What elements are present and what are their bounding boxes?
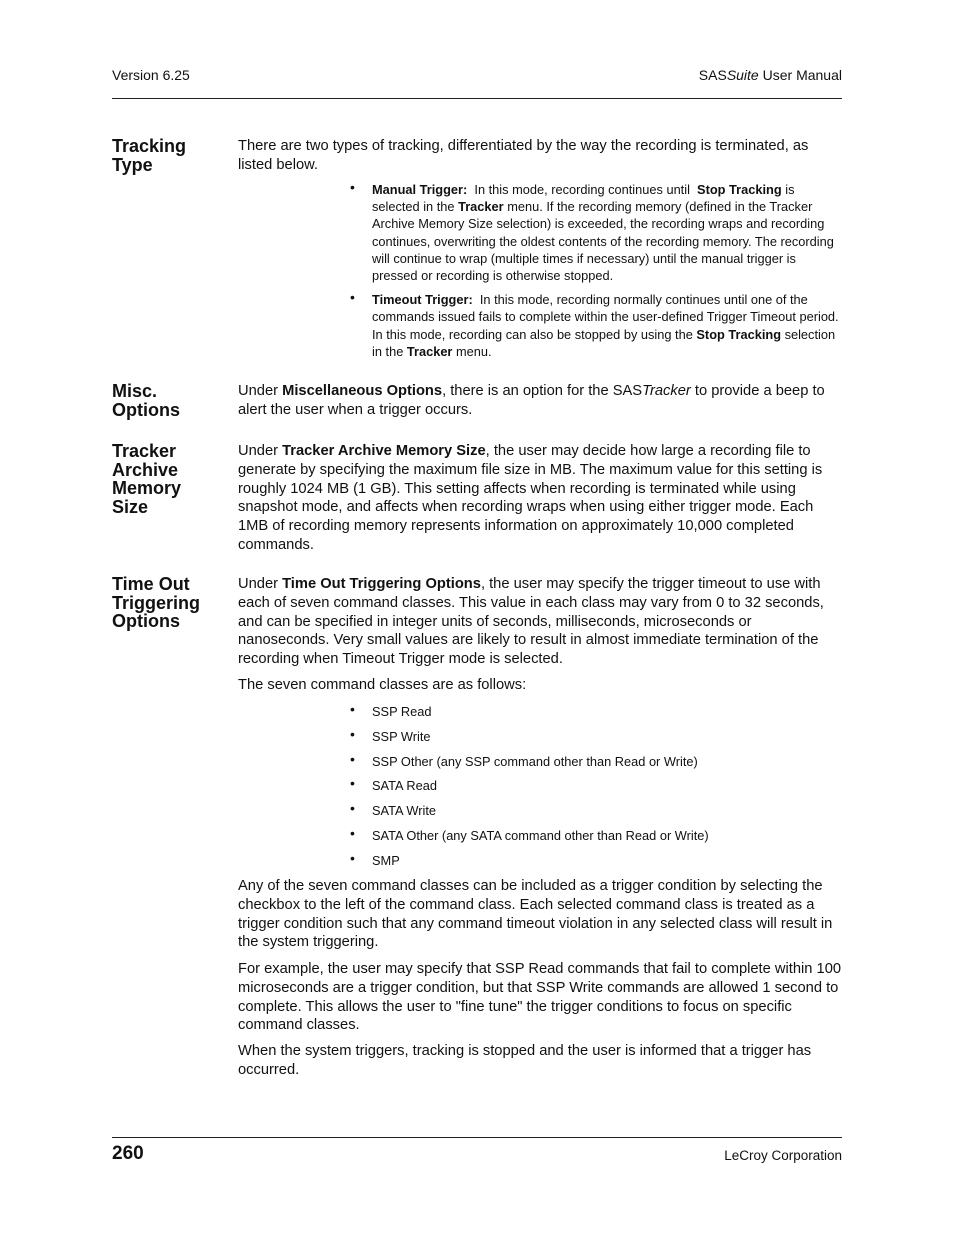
tracker-archive-text xyxy=(238,442,842,555)
text: SATA Other (any SATA command other than Read or Write) xyxy=(372,827,709,843)
heading-misc-options xyxy=(112,382,232,419)
misc-options-text xyxy=(238,382,842,420)
heading-line: Misc. xyxy=(112,381,158,401)
list-item xyxy=(350,703,842,728)
bullet-icon: • xyxy=(350,179,355,195)
paragraph-any-classes xyxy=(238,877,842,952)
text: SATA Write xyxy=(372,803,436,819)
manual-title-italic: Suite xyxy=(726,67,759,83)
bullet-icon: • xyxy=(350,750,355,767)
heading-line: Size xyxy=(112,496,149,517)
header-manual-title xyxy=(699,66,842,84)
text: , the user may decide how large a recording file to generate by specifying the maximum file size in MB. The maximum value for this setting is roughly 1024 MB (1 GB). This setting affects when recording is terminated while using snapshot mode, and affects when recording wraps when using either trigger mode. Each 1MB of recording memory represents information on approximately 10,000 completed commands. xyxy=(238,443,823,553)
bold-text: Tracker xyxy=(406,343,453,359)
text: Under xyxy=(238,443,283,459)
paragraph: Any of the seven command classes can be included as a trigger condition by selecting the checkbox to the left of the command class. Each selected command class is treated as a trigger condition such that any command timeout violation in any selected class will result in the system triggering. xyxy=(238,878,833,951)
bullet-icon: • xyxy=(350,775,355,792)
command-classes-list xyxy=(350,703,842,877)
heading-line: Tracking xyxy=(112,136,187,156)
heading-line: Options xyxy=(112,399,180,420)
bold-text: Stop Tracking xyxy=(696,326,782,342)
paragraph-example xyxy=(238,960,842,1035)
text: Under xyxy=(238,576,283,592)
heading-line: Time Out xyxy=(112,574,190,594)
paragraph xyxy=(238,442,842,555)
list-item xyxy=(350,750,842,778)
heading-line: Tracker xyxy=(112,441,177,461)
heading-line: Memory xyxy=(112,478,182,498)
text: selection in the xyxy=(372,326,836,359)
italic-text: Tracker xyxy=(642,383,691,399)
paragraph: For example, the user may specify that SSP Read commands that fail to complete within 100 microseconds are a trigger condition, but that SSP Write commands are allowed 1 second to complete. This allows the user to "fine tune" the trigger conditions to focus on specific command classes. xyxy=(238,961,842,1034)
text: to provide a beep to alert the user when a trigger occurs. xyxy=(238,383,825,418)
term: Timeout Trigger: xyxy=(372,292,473,308)
bullet-icon: • xyxy=(350,849,355,866)
list-item-manual-trigger xyxy=(350,181,842,284)
term: Manual Trigger: xyxy=(372,182,468,197)
paragraph: There are two types of tracking, differentiated by the way the recording is terminated, as listed below. xyxy=(238,138,809,173)
text: In this mode, recording normally continues until one of the commands issued fails to complete within the user-defined Trigger Timeout period. In this mode, recording can also be stopped by using the xyxy=(372,292,846,342)
heading-time-out-triggering-options xyxy=(112,575,232,631)
paragraph-when-triggers xyxy=(238,1042,842,1080)
bold-text: Time Out Triggering Options xyxy=(282,576,481,592)
heading-tracker-archive-memory-size xyxy=(112,442,232,516)
paragraph xyxy=(238,575,842,669)
text: menu. xyxy=(452,343,492,359)
list-item xyxy=(350,725,842,753)
paragraph: The seven command classes are as follows: xyxy=(238,677,527,693)
text: SSP Other (any SSP command other than Read or Write) xyxy=(372,753,698,769)
bullet-icon: • xyxy=(350,800,355,817)
list-item xyxy=(350,824,842,852)
heading-line: Options xyxy=(112,611,180,631)
heading-line: Triggering xyxy=(112,592,201,613)
text: menu. If the recording memory (defined in the Tracker Archive Memory Size selection) is exceeded, the recording wraps and recording continues, overwriting the oldest contents of the recording memory. The recording will continue to wrap (multiple times if necessary) until the manual trigger is pressed or recording is otherwise stopped. xyxy=(372,199,834,284)
text: , there is an option for the SAS xyxy=(442,383,643,399)
bullet-icon: • xyxy=(350,701,355,717)
bold-text: Tracker xyxy=(458,199,504,215)
paragraph xyxy=(238,382,842,420)
text: SSP Write xyxy=(372,728,431,744)
manual-title-prefix: SAS xyxy=(698,67,727,83)
bullet-icon: • xyxy=(350,824,355,841)
text: SATA Read xyxy=(372,778,437,794)
bold-text: Miscellaneous Options xyxy=(282,383,443,399)
text: SMP xyxy=(372,852,400,868)
timeout-triggering-text xyxy=(238,575,842,669)
heading-line: Type xyxy=(112,154,153,175)
bullet-icon: • xyxy=(350,725,355,742)
bullet-icon: • xyxy=(350,289,355,306)
text: Under xyxy=(238,383,283,399)
heading-tracking-type xyxy=(112,137,232,174)
list-item xyxy=(350,777,842,802)
command-classes-intro xyxy=(238,676,842,695)
list-item xyxy=(350,849,842,877)
footer-rule xyxy=(112,1137,842,1138)
bold-text: Stop Tracking xyxy=(697,182,782,197)
heading-line: Archive xyxy=(112,459,179,480)
text: In this mode, recording continues until xyxy=(467,182,698,197)
list-item-timeout-trigger xyxy=(350,289,846,360)
list-item xyxy=(350,802,842,827)
page-number: 260 xyxy=(112,1143,144,1164)
bold-text: Tracker Archive Memory Size xyxy=(282,443,486,459)
paragraph: When the system triggers, tracking is stopped and the user is informed that a trigger has occurred. xyxy=(238,1043,812,1078)
footer-company: LeCroy Corporation xyxy=(724,1148,842,1163)
manual-title-suffix: User Manual xyxy=(758,67,842,83)
text: , the user may specify the trigger timeout to use with each of seven command classes. This value in each class may vary from 0 to 32 seconds, and can be specified in integer units of seconds, milliseconds, microseconds or nanoseconds. Very small values are likely to result in almost immediate termination of the recording when Timeout Trigger mode is selected. xyxy=(238,576,824,668)
tracking-type-intro xyxy=(238,137,842,175)
header-rule xyxy=(112,98,842,99)
text: SSP Read xyxy=(372,704,432,719)
text: is selected in the xyxy=(372,182,795,215)
tracking-type-list xyxy=(350,179,846,360)
header-version: Version 6.25 xyxy=(112,67,190,83)
